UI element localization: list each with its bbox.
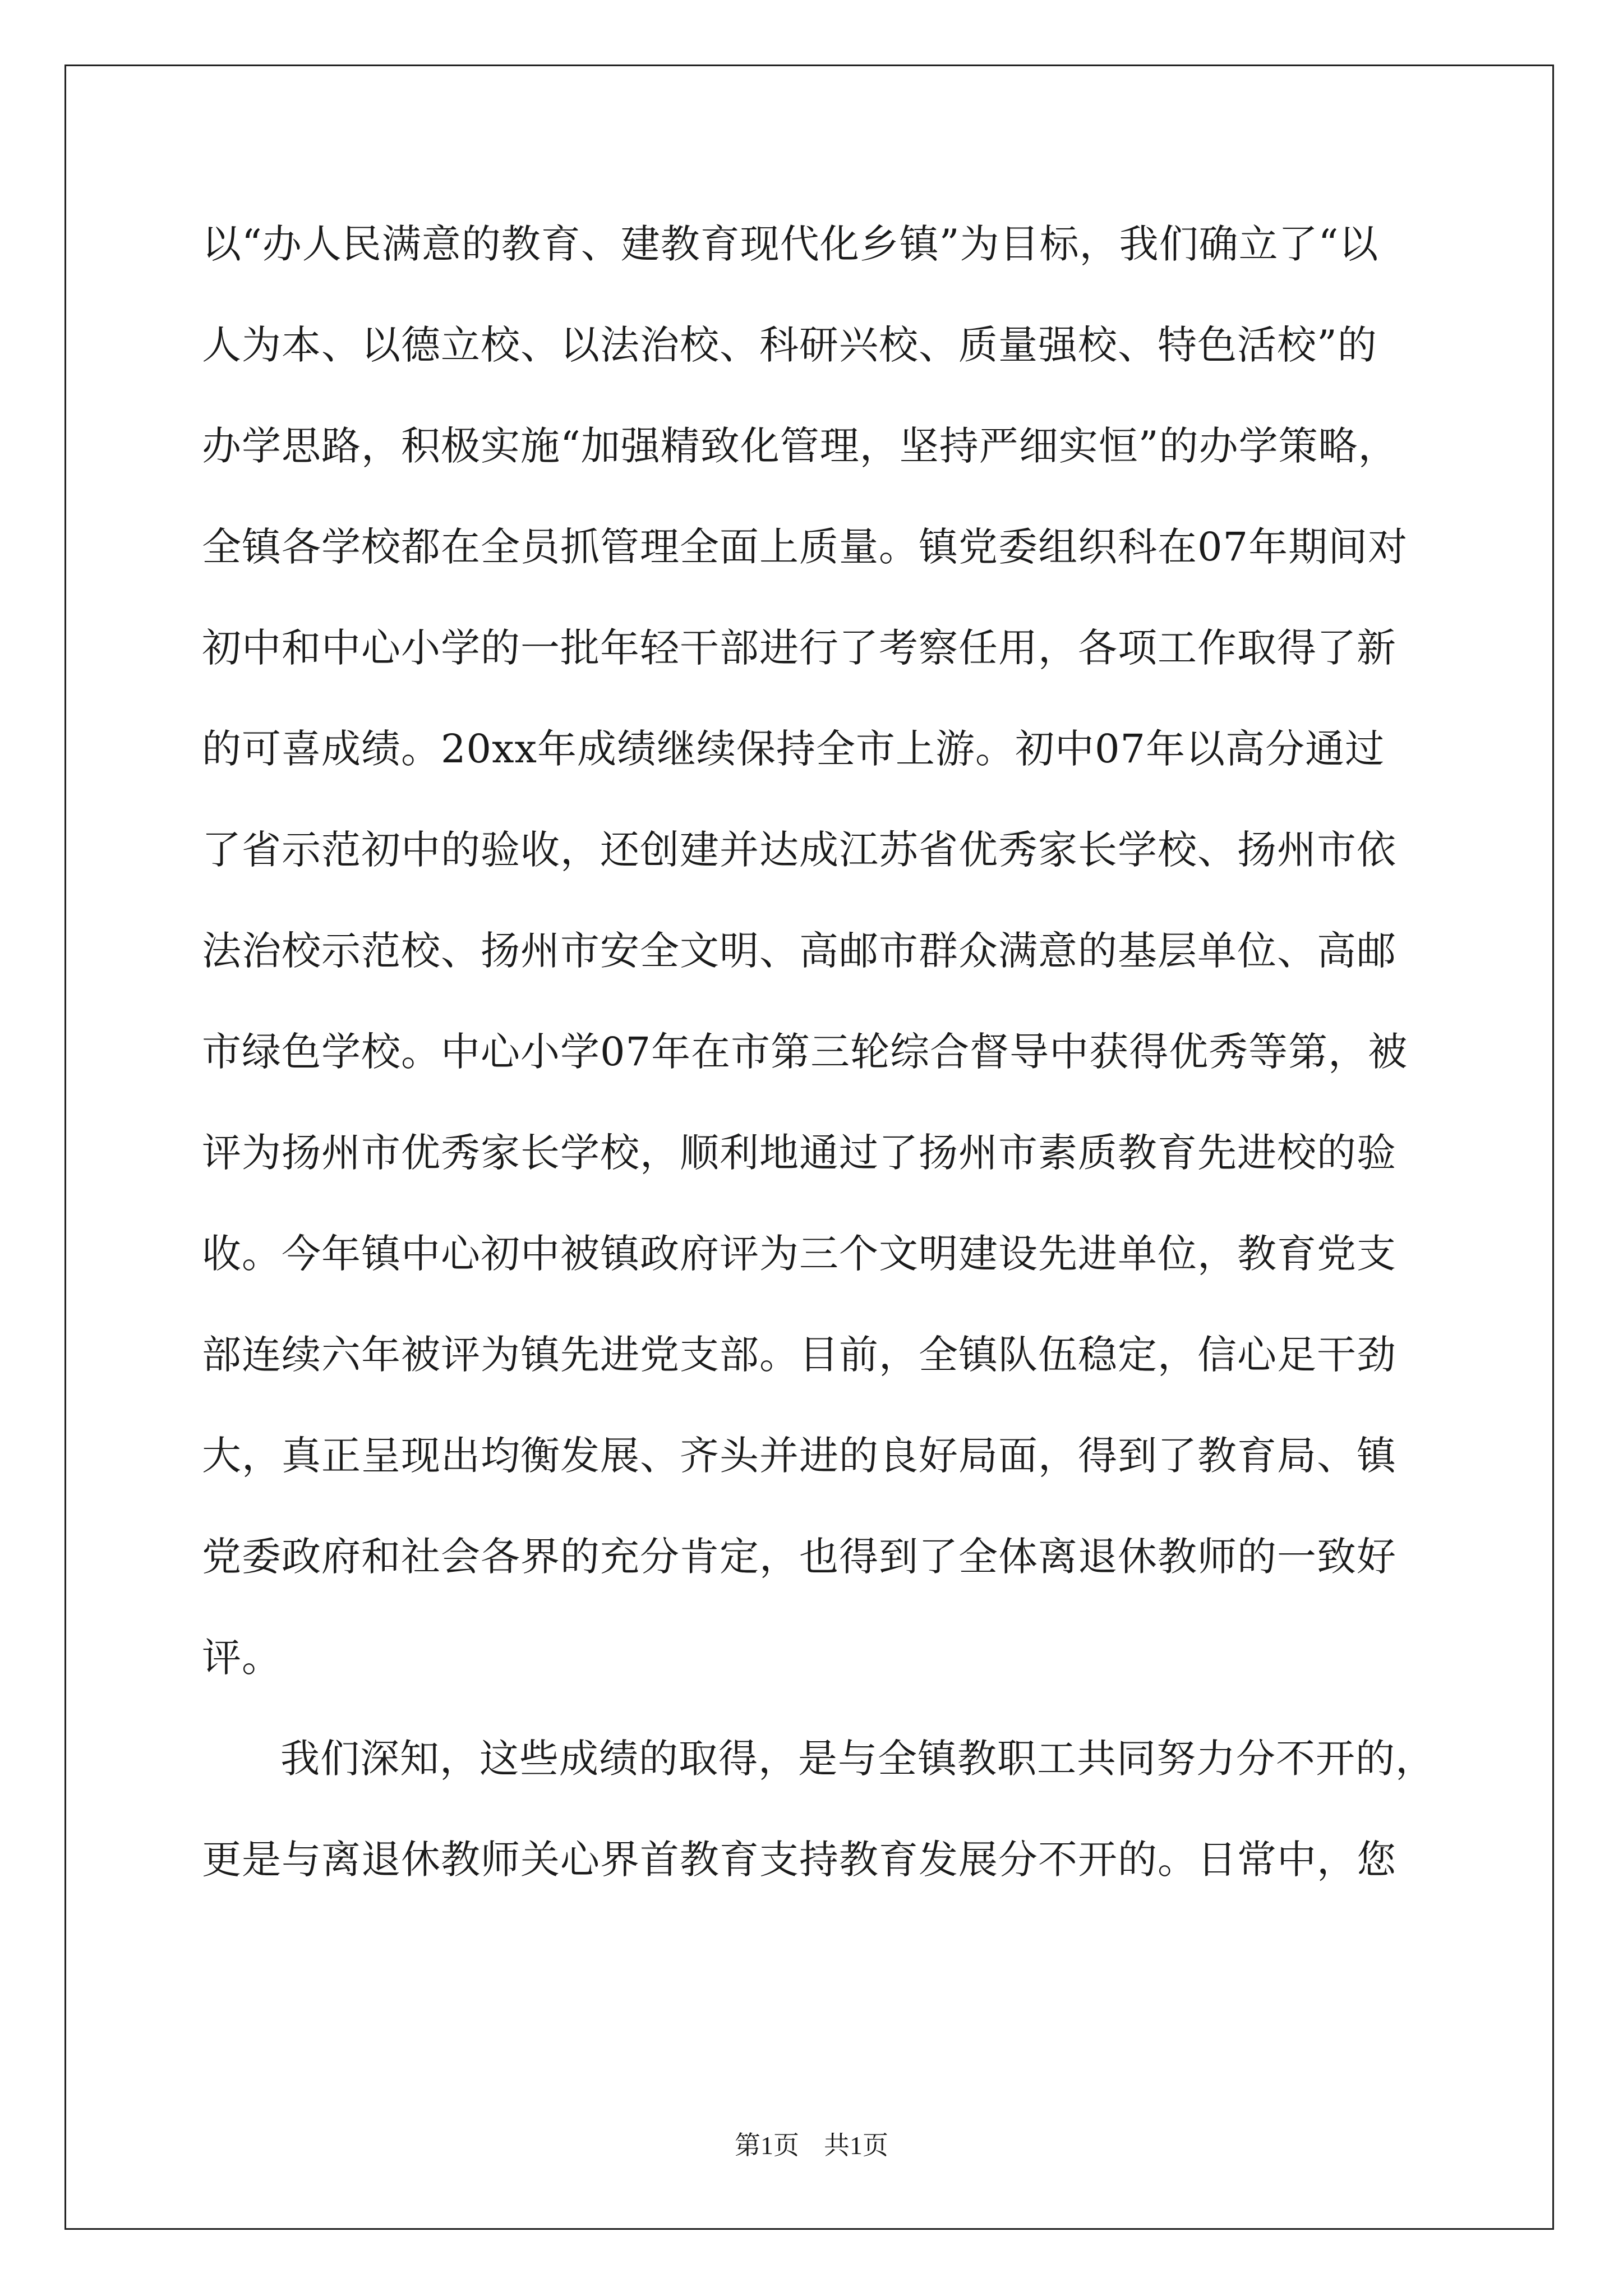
- text-line-3: 办学思路，积极实施“加强精致化管理，坚持严细实恒”的办学策略，: [202, 423, 1398, 469]
- text-line-13: 大，真正呈现出均衡发展、齐头并进的良好局面，得到了教育局、镇: [202, 1433, 1396, 1479]
- text-line-1: 以“办人民满意的教育、建教育现代化乡镇”为目标，我们确立了“以: [202, 221, 1379, 267]
- text-line-14: 党委政府和社会各界的充分肯定，也得到了全体离退休教师的一致好: [202, 1534, 1396, 1580]
- text-line-5: 初中和中心小学的一批年轻干部进行了考察任用，各项工作取得了新: [202, 625, 1396, 671]
- text-line-2: 人为本、以德立校、以法治校、科研兴校、质量强校、特色活校”的: [202, 322, 1377, 368]
- text-line-7: 了省示范初中的验收，还创建并达成江苏省优秀家长学校、扬州市依: [202, 827, 1396, 873]
- page-number: 第1页: [735, 2131, 799, 2160]
- text-line-12: 部连续六年被评为镇先进党支部。目前，全镇队伍稳定，信心足干劲: [202, 1332, 1396, 1378]
- text-line-17: 更是与离退休教师关心界首教育支持教育发展分不开的。日常中，您: [202, 1837, 1396, 1883]
- page-total: 共1页: [824, 2131, 888, 2160]
- text-line-10: 评为扬州市优秀家长学校，顺利地通过了扬州市素质教育先进校的验: [202, 1130, 1396, 1176]
- document-body: [202, 194, 1436, 1910]
- text-line-11: 收。今年镇中心初中被镇政府评为三个文明建设先进单位，教育党支: [202, 1231, 1396, 1277]
- text-line-15: 评。: [202, 1635, 282, 1681]
- text-line-16: 我们深知，这些成绩的取得，是与全镇教职工共同努力分不开的，: [280, 1736, 1435, 1782]
- text-line-6: 的可喜成绩。20xx年成绩继续保持全市上游。初中07年以高分通过: [202, 726, 1385, 772]
- text-line-9: 市绿色学校。中心小学07年在市第三轮综合督导中获得优秀等第，被: [202, 1029, 1408, 1075]
- page-footer: [0, 2129, 1623, 2162]
- text-line-8: 法治校示范校、扬州市安全文明、高邮市群众满意的基层单位、高邮: [202, 928, 1396, 974]
- text-line-4: 全镇各学校都在全员抓管理全面上质量。镇党委组织科在07年期间对: [202, 524, 1408, 570]
